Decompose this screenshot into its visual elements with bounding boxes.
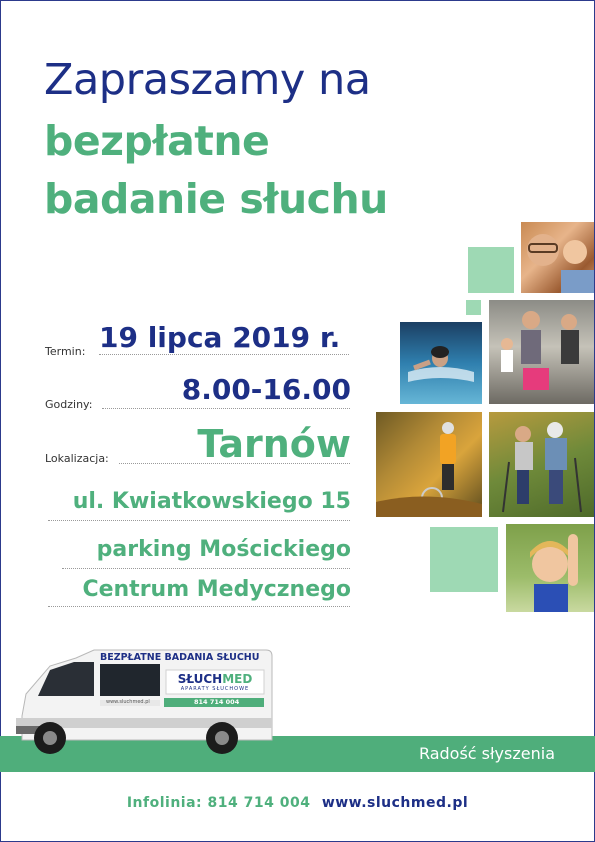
hours-value: 8.00-16.00 — [181, 373, 351, 406]
van-phone: 814 714 004 — [194, 698, 240, 706]
address-divider-3 — [48, 606, 350, 607]
address-line2: parking Mościckiego — [96, 537, 351, 562]
decor-square-large — [430, 527, 498, 592]
infoline-label: Infolinia: — [126, 795, 203, 811]
footer-website-link[interactable]: www.sluchmed.pl — [321, 795, 469, 811]
address-divider-2 — [62, 568, 350, 569]
van-logo-part1: SŁUCH — [177, 672, 223, 686]
photo-nordic-walking — [489, 412, 594, 517]
photo-family-shopping — [489, 300, 594, 404]
decor-square-small — [466, 300, 481, 315]
date-value: 19 lipca 2019 r. — [99, 321, 341, 354]
location-city: Tarnów — [197, 422, 351, 466]
location-label: Lokalizacja: — [45, 452, 109, 465]
photo-grandparent-child — [521, 222, 594, 293]
photo-autumn-cyclist — [376, 412, 482, 517]
photo-swimmer — [400, 322, 482, 404]
van-logo — [166, 672, 264, 686]
address-divider-1 — [48, 520, 350, 521]
van-website: www.sluchmed.pl — [106, 699, 150, 705]
hours-divider — [102, 408, 350, 409]
decor-square — [468, 247, 514, 293]
headline-line1: Zapraszamy na — [44, 55, 371, 105]
date-divider — [99, 354, 349, 355]
location-divider — [119, 463, 350, 464]
van-illustration — [16, 644, 278, 756]
date-label: Termin: — [45, 345, 86, 358]
van-roof-text: BEZPŁATNE BADANIA SŁUCHU — [100, 652, 260, 663]
address-line1: ul. Kwiatkowskiego 15 — [72, 489, 351, 514]
van-logo-part2: MED — [222, 672, 253, 686]
van-logo-sub: APARATY SŁUCHOWE — [180, 686, 250, 692]
photo-child — [506, 524, 594, 612]
hours-label: Godziny: — [45, 398, 93, 411]
headline-line2: bezpłatne — [44, 117, 270, 165]
address-line3: Centrum Medycznego — [82, 577, 351, 602]
infoline-phone[interactable]: 814 714 004 — [207, 795, 311, 811]
motto: Radość słyszenia — [418, 744, 555, 763]
footer-contact — [0, 795, 595, 811]
headline-line3: badanie słuchu — [44, 175, 388, 223]
